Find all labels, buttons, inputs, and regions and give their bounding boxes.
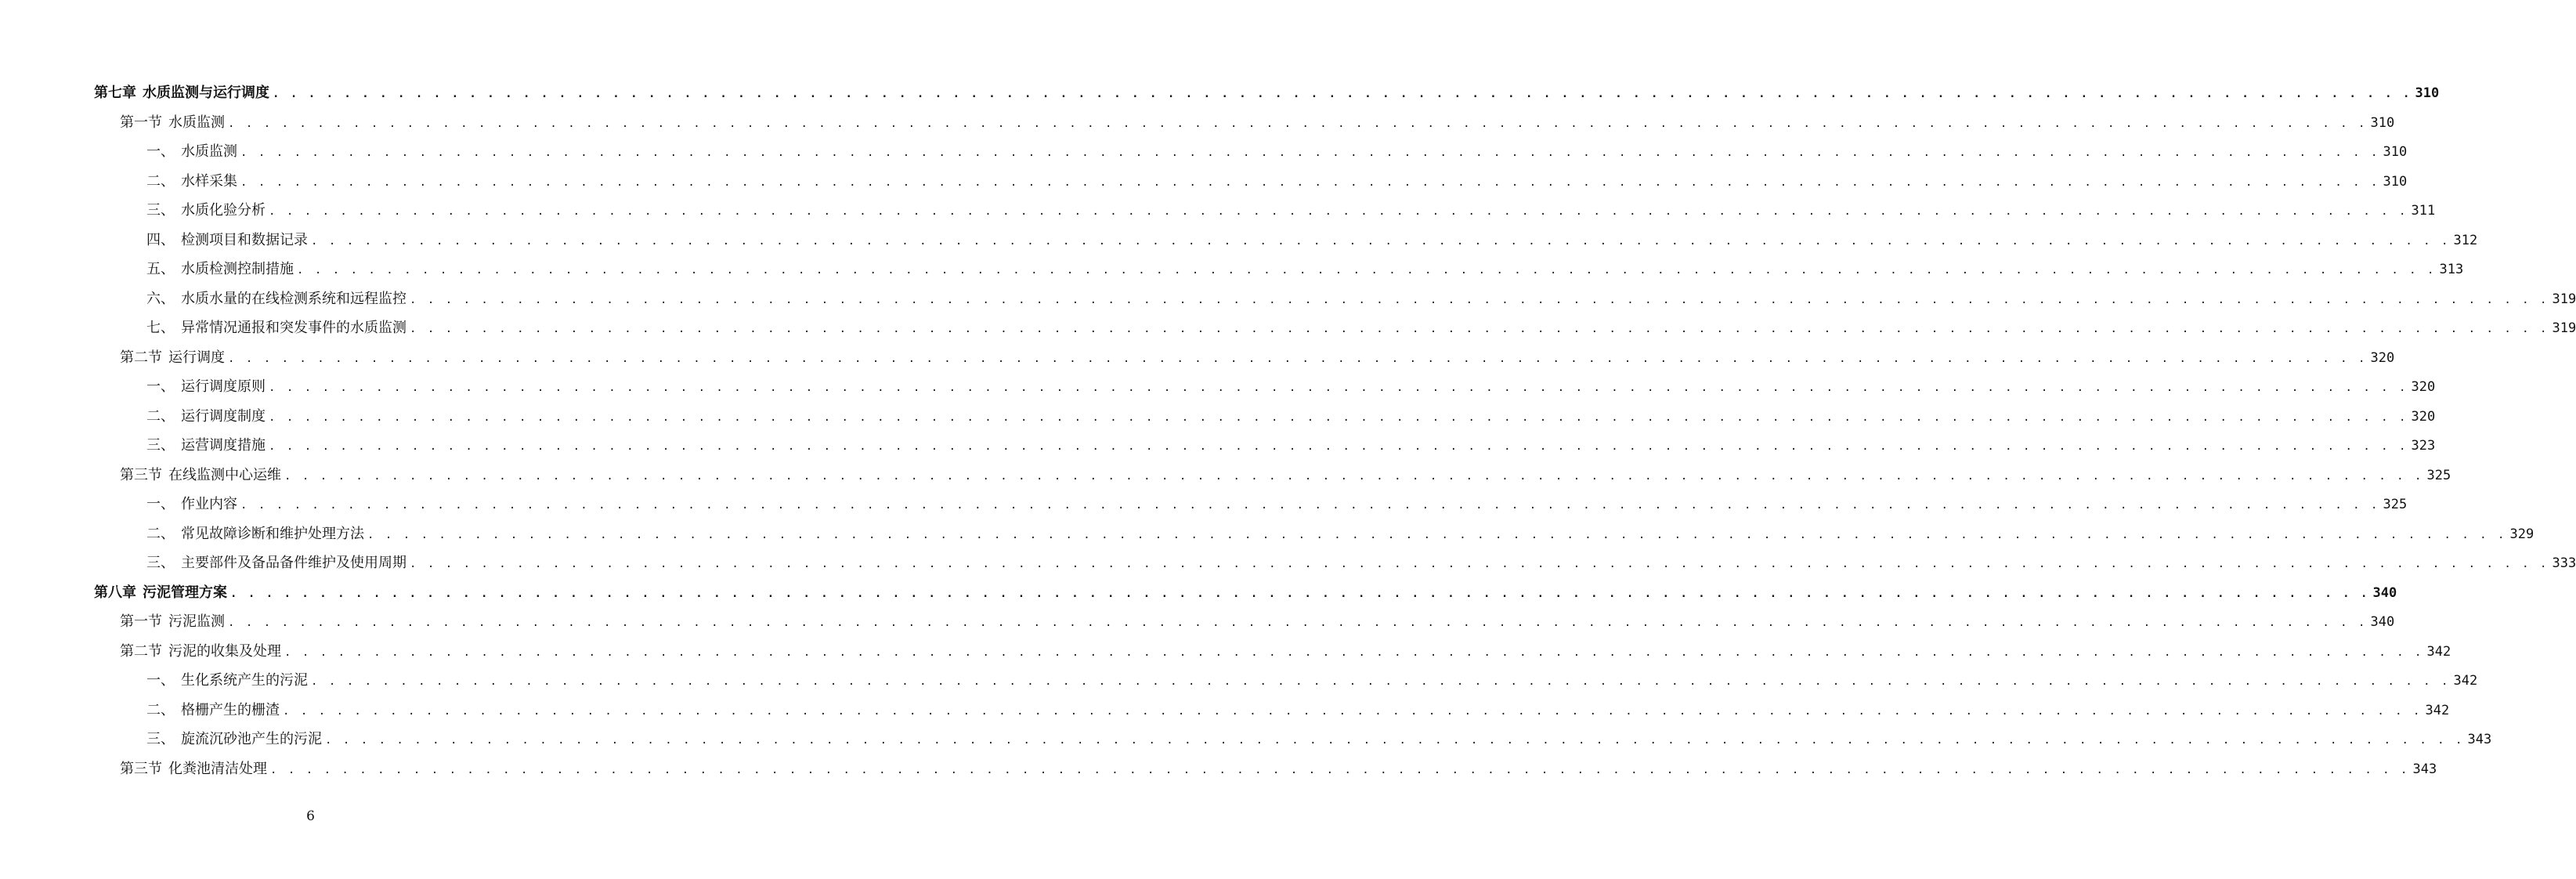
toc-entry-title: 主要部件及备品备件维护及使用周期: [181, 555, 406, 571]
toc-entry-page: 319: [2552, 291, 2576, 307]
dot-leader: . . . . . . . . . . . . . . . . . . . . . . . . . . . . . . . . . . . . . . . . . . . . . . . . . . . . . . . . . . . . . . . . . . . . . . . . . . . . . . . . . . . . . . . . . . . . . . . . . . . . . . . . . . . . . . . . . . . . . . . .: [311, 234, 2451, 248]
toc-entry-section[interactable]: [120, 607, 2395, 636]
toc-entry-page: 325: [2426, 467, 2451, 483]
toc-entry-item[interactable]: [146, 137, 2408, 166]
toc-entry-item[interactable]: [146, 167, 2408, 196]
toc-entry-label: [146, 372, 266, 401]
toc-entry-label: [146, 255, 294, 284]
toc-entry-page: 311: [2411, 203, 2436, 219]
toc-entry-title: 在线监测中心运维: [168, 466, 281, 483]
toc-entry-label: [120, 754, 267, 783]
dot-leader: . . . . . . . . . . . . . . . . . . . . . . . . . . . . . . . . . . . . . . . . . . . . . . . . . . . . . . . . . . . . . . . . . . . . . . . . . . . . . . . . . . . . . . . . . . . . . . . . . . . . . . . . . . . . . . . . . . . . . . . .: [269, 411, 2408, 424]
toc-entry-label: [146, 226, 308, 255]
toc-entry-item[interactable]: [146, 255, 2464, 284]
toc-entry-number: 五、: [146, 261, 175, 277]
toc-entry-page: 320: [2411, 379, 2436, 395]
dot-leader: . . . . . . . . . . . . . . . . . . . . . . . . . . . . . . . . . . . . . . . . . . . . . . . . . . . . . . . . . . . . . . . . . . . . . . . . . . . . . . . . . . . . . . . . . . . . . . . . . . . . . . . . . . . . . . . . . . . . . . . .: [269, 205, 2408, 218]
toc-entry-item[interactable]: [146, 725, 2492, 754]
toc-entry-page: 323: [2411, 438, 2436, 454]
toc-entry-number: 第三节: [120, 466, 162, 483]
toc-entry-title: 生化系统产生的污泥: [181, 672, 308, 689]
toc-entry-item[interactable]: [146, 490, 2408, 519]
dot-leader: . . . . . . . . . . . . . . . . . . . . . . . . . . . . . . . . . . . . . . . . . . . . . . . . . . . . . . . . . . . . . . . . . . . . . . . . . . . . . . . . . . . . . . . . . . . . . . . . . . . . . . . . . . . . . . . . . . . . . . . .: [367, 528, 2507, 541]
toc-entry-number: 第一节: [120, 114, 162, 131]
toc-entry-title: 水质监测: [181, 143, 237, 160]
toc-entry-section[interactable]: [120, 461, 2451, 490]
toc-entry-label: [146, 167, 237, 196]
toc-entry-number: 七、: [146, 320, 175, 336]
toc-entry-page: 340: [2370, 614, 2395, 630]
toc-entry-number: 二、: [146, 701, 175, 718]
toc-entry-label: [146, 402, 266, 431]
toc-entry-number: 一、: [146, 496, 175, 512]
toc-entry-item[interactable]: [146, 313, 2576, 342]
toc-entry-title: 污泥管理方案: [143, 584, 227, 601]
toc-entry-title: 检测项目和数据记录: [181, 231, 308, 248]
toc-entry-label: [146, 725, 322, 754]
toc-entry-title: 污泥的收集及处理: [168, 642, 281, 660]
toc-entry-label: [146, 196, 266, 225]
toc-entry-title: 旋流沉砂池产生的污泥: [181, 731, 322, 747]
toc-entry-label: [146, 137, 237, 166]
toc-entry-page: 342: [2426, 643, 2451, 660]
toc-entry-number: 一、: [146, 143, 175, 160]
toc-entry-section[interactable]: [120, 343, 2395, 372]
dot-leader: . . . . . . . . . . . . . . . . . . . . . . . . . . . . . . . . . . . . . . . . . . . . . . . . . . . . . . . . . . . . . . . . . . . . . . . . . . . . . . . . . . . . . . . . . . . . . . . . . . . . . . . . . . . . . . . . . . . . . . . .: [269, 382, 2408, 394]
toc-entry-label: [146, 490, 237, 519]
toc-entry-item[interactable]: [146, 519, 2534, 548]
dot-leader: . . . . . . . . . . . . . . . . . . . . . . . . . . . . . . . . . . . . . . . . . . . . . . . . . . . . . . . . . . . . . . . . . . . . . . . . . . . . . . . . . . . . . . . . . . . . . . . . . . . . . . . . . . . . . . . . . . . . . . . .: [270, 763, 2410, 776]
toc-entry-page: 310: [2383, 144, 2408, 160]
toc-entry-title: 化粪池清洁处理: [168, 760, 267, 777]
dot-leader: . . . . . . . . . . . . . . . . . . . . . . . . . . . . . . . . . . . . . . . . . . . . . . . . . . . . . . . . . . . . . . . . . . . . . . . . . . . . . . . . . . . . . . . . . . . . . . . . . . . . . . . . . . . . . . . . . . . . . . . .: [273, 88, 2412, 100]
toc-entry-page: 342: [2453, 673, 2478, 689]
dot-leader: . . . . . . . . . . . . . . . . . . . . . . . . . . . . . . . . . . . . . . . . . . . . . . . . . . . . . . . . . . . . . . . . . . . . . . . . . . . . . . . . . . . . . . . . . . . . . . . . . . . . . . . . . . . . . . . . . . . . . . . .: [297, 264, 2437, 277]
toc-entry-number: 第七章: [94, 85, 136, 101]
toc-entry-title: 运行调度原则: [181, 378, 266, 395]
toc-entry-item[interactable]: [146, 548, 2576, 577]
toc-entry-number: 六、: [146, 290, 175, 307]
toc-entry-page: 310: [2370, 114, 2395, 131]
toc-entry-item[interactable]: [146, 226, 2478, 255]
toc-entry-page: 333: [2552, 555, 2576, 571]
toc-entry-page: 340: [2372, 584, 2397, 601]
toc-entry-label: [120, 343, 225, 372]
dot-leader: . . . . . . . . . . . . . . . . . . . . . . . . . . . . . . . . . . . . . . . . . . . . . . . . . . . . . . . . . . . . . . . . . . . . . . . . . . . . . . . . . . . . . . . . . . . . . . . . . . . . . . . . . . . . . . . . . . . . . . . .: [228, 117, 2368, 130]
toc-entry-title: 水质监测与运行调度: [143, 85, 269, 101]
toc-entry-number: 第八章: [94, 584, 136, 601]
toc-entry-page: 310: [2415, 85, 2440, 101]
toc-entry-item[interactable]: [146, 431, 2436, 460]
dot-leader: . . . . . . . . . . . . . . . . . . . . . . . . . . . . . . . . . . . . . . . . . . . . . . . . . . . . . . . . . . . . . . . . . . . . . . . . . . . . . . . . . . . . . . . . . . . . . . . . . . . . . . . . . . . . . . . . . . . . . . . .: [240, 499, 2380, 512]
toc-entry-number: 第一节: [120, 613, 162, 630]
toc-entry-section[interactable]: [120, 108, 2395, 137]
toc-entry-page: 313: [2439, 262, 2464, 277]
toc-entry-label: [146, 519, 364, 548]
toc-entry-page: 319: [2552, 320, 2576, 336]
toc-entry-number: 二、: [146, 172, 175, 190]
toc-entry-title: 常见故障诊断和维护处理方法: [181, 525, 364, 542]
toc-entry-item[interactable]: [146, 666, 2478, 695]
toc-entry-number: 三、: [146, 555, 175, 571]
toc-entry-title: 作业内容: [181, 496, 237, 512]
dot-leader: . . . . . . . . . . . . . . . . . . . . . . . . . . . . . . . . . . . . . . . . . . . . . . . . . . . . . . . . . . . . . . . . . . . . . . . . . . . . . . . . . . . . . . . . . . . . . . . . . . . . . . . . . . . . . . . . . . . . . . . .: [311, 675, 2451, 688]
toc-entry-item[interactable]: [146, 196, 2436, 225]
toc-entry-section[interactable]: [120, 637, 2451, 666]
toc-entry-section[interactable]: [120, 754, 2437, 783]
toc-entry-title: 异常情况通报和突发事件的水质监测: [181, 320, 406, 336]
toc-entry-label: [146, 431, 266, 460]
toc-entry-title: 污泥监测: [168, 613, 225, 630]
toc-entry-number: 一、: [146, 672, 175, 689]
toc-entry-page: 329: [2509, 526, 2534, 542]
toc-entry-title: 水样采集: [181, 172, 237, 190]
dot-leader: . . . . . . . . . . . . . . . . . . . . . . . . . . . . . . . . . . . . . . . . . . . . . . . . . . . . . . . . . . . . . . . . . . . . . . . . . . . . . . . . . . . . . . . . . . . . . . . . . . . . . . . . . . . . . . . . . . . . . . . .: [230, 587, 2370, 600]
toc-entry-number: 第三节: [120, 760, 162, 777]
dot-leader: . . . . . . . . . . . . . . . . . . . . . . . . . . . . . . . . . . . . . . . . . . . . . . . . . . . . . . . . . . . . . . . . . . . . . . . . . . . . . . . . . . . . . . . . . . . . . . . . . . . . . . . . . . . . . . . . . . . . . . . .: [410, 293, 2549, 306]
toc-entry-label: [146, 313, 406, 342]
toc-entry-number: 一、: [146, 378, 175, 395]
dot-leader: . . . . . . . . . . . . . . . . . . . . . . . . . . . . . . . . . . . . . . . . . . . . . . . . . . . . . . . . . . . . . . . . . . . . . . . . . . . . . . . . . . . . . . . . . . . . . . . . . . . . . . . . . . . . . . . . . . . . . . . .: [228, 352, 2368, 365]
toc-entry-label: [146, 284, 406, 313]
toc-entry-title: 水质水量的在线检测系统和远程监控: [181, 290, 406, 307]
toc-entry-label: [94, 578, 227, 607]
toc-entry-label: [146, 696, 280, 725]
toc-entry-label: [146, 548, 406, 577]
toc-entry-page: 343: [2412, 761, 2437, 777]
toc-entry-number: 第二节: [120, 349, 162, 366]
toc-entry-item[interactable]: [146, 402, 2436, 431]
toc-entry-number: 第二节: [120, 642, 162, 660]
toc-entry-label: [120, 108, 225, 137]
toc-entry-title: 运行调度制度: [181, 407, 266, 425]
toc-entry-label: [146, 666, 308, 695]
toc-entry-title: 水质检测控制措施: [181, 261, 294, 277]
toc-entry-title: 水质监测: [168, 114, 225, 131]
dot-leader: . . . . . . . . . . . . . . . . . . . . . . . . . . . . . . . . . . . . . . . . . . . . . . . . . . . . . . . . . . . . . . . . . . . . . . . . . . . . . . . . . . . . . . . . . . . . . . . . . . . . . . . . . . . . . . . . . . . . . . . .: [410, 323, 2549, 335]
dot-leader: . . . . . . . . . . . . . . . . . . . . . . . . . . . . . . . . . . . . . . . . . . . . . . . . . . . . . . . . . . . . . . . . . . . . . . . . . . . . . . . . . . . . . . . . . . . . . . . . . . . . . . . . . . . . . . . . . . . . . . . .: [325, 734, 2465, 747]
toc-entry-page: 325: [2383, 497, 2408, 512]
toc-entry-number: 二、: [146, 407, 175, 425]
toc-entry-page: 320: [2370, 349, 2395, 366]
toc-entry-page: 343: [2467, 732, 2492, 747]
dot-leader: . . . . . . . . . . . . . . . . . . . . . . . . . . . . . . . . . . . . . . . . . . . . . . . . . . . . . . . . . . . . . . . . . . . . . . . . . . . . . . . . . . . . . . . . . . . . . . . . . . . . . . . . . . . . . . . . . . . . . . . .: [240, 146, 2380, 159]
toc-entry-page: 342: [2425, 702, 2450, 718]
toc-entry-number: 三、: [146, 202, 175, 219]
toc-entry-label: [120, 637, 281, 666]
toc-entry-label: [120, 461, 281, 490]
dot-leader: . . . . . . . . . . . . . . . . . . . . . . . . . . . . . . . . . . . . . . . . . . . . . . . . . . . . . . . . . . . . . . . . . . . . . . . . . . . . . . . . . . . . . . . . . . . . . . . . . . . . . . . . . . . . . . . . . . . . . . . .: [284, 646, 2424, 659]
toc-entry-title: 运营调度措施: [181, 437, 266, 454]
toc-entry-number: 三、: [146, 437, 175, 454]
dot-leader: . . . . . . . . . . . . . . . . . . . . . . . . . . . . . . . . . . . . . . . . . . . . . . . . . . . . . . . . . . . . . . . . . . . . . . . . . . . . . . . . . . . . . . . . . . . . . . . . . . . . . . . . . . . . . . . . . . . . . . . .: [283, 704, 2422, 718]
toc-entry-page: 312: [2453, 232, 2478, 248]
dot-leader: . . . . . . . . . . . . . . . . . . . . . . . . . . . . . . . . . . . . . . . . . . . . . . . . . . . . . . . . . . . . . . . . . . . . . . . . . . . . . . . . . . . . . . . . . . . . . . . . . . . . . . . . . . . . . . . . . . . . . . . .: [410, 558, 2549, 570]
toc-entry-item[interactable]: [146, 696, 2450, 725]
page-number: 6: [306, 808, 315, 824]
toc-entry-number: 三、: [146, 731, 175, 747]
toc-entry-title: 运行调度: [168, 349, 225, 366]
toc-entry-title: 格栅产生的栅渣: [181, 701, 280, 718]
toc-entry-page: 310: [2383, 173, 2408, 190]
toc-entry-item[interactable]: [146, 372, 2436, 401]
toc-entry-number: 四、: [146, 231, 175, 248]
toc-entry-item[interactable]: [146, 284, 2576, 313]
toc-entry-page: 320: [2411, 408, 2436, 425]
dot-leader: . . . . . . . . . . . . . . . . . . . . . . . . . . . . . . . . . . . . . . . . . . . . . . . . . . . . . . . . . . . . . . . . . . . . . . . . . . . . . . . . . . . . . . . . . . . . . . . . . . . . . . . . . . . . . . . . . . . . . . . .: [269, 440, 2408, 453]
toc-entry-number: 二、: [146, 525, 175, 542]
dot-leader: . . . . . . . . . . . . . . . . . . . . . . . . . . . . . . . . . . . . . . . . . . . . . . . . . . . . . . . . . . . . . . . . . . . . . . . . . . . . . . . . . . . . . . . . . . . . . . . . . . . . . . . . . . . . . . . . . . . . . . . .: [228, 617, 2368, 629]
toc-entry-chapter[interactable]: [94, 578, 2397, 607]
toc-entry-label: [94, 78, 269, 107]
toc-entry-title: 水质化验分析: [181, 202, 266, 219]
toc-entry-chapter[interactable]: [94, 78, 2440, 107]
dot-leader: . . . . . . . . . . . . . . . . . . . . . . . . . . . . . . . . . . . . . . . . . . . . . . . . . . . . . . . . . . . . . . . . . . . . . . . . . . . . . . . . . . . . . . . . . . . . . . . . . . . . . . . . . . . . . . . . . . . . . . . .: [240, 175, 2380, 189]
dot-leader: . . . . . . . . . . . . . . . . . . . . . . . . . . . . . . . . . . . . . . . . . . . . . . . . . . . . . . . . . . . . . . . . . . . . . . . . . . . . . . . . . . . . . . . . . . . . . . . . . . . . . . . . . . . . . . . . . . . . . . . .: [284, 469, 2424, 483]
toc-entry-label: [120, 607, 225, 636]
